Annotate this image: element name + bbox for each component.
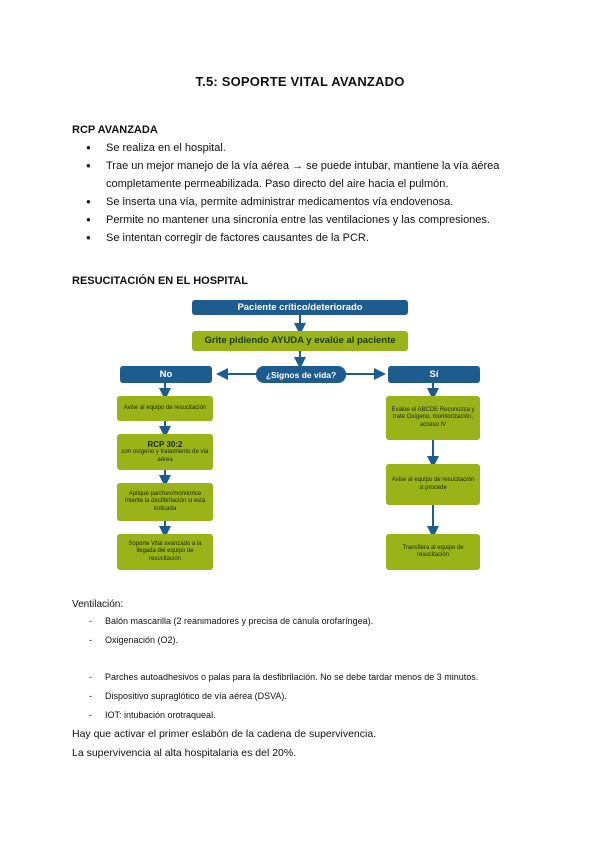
box-si-step-3 <box>386 534 480 570</box>
list-item: - IOT: intubación orotraqueal. <box>72 708 478 727</box>
ventilation-list <box>72 614 373 652</box>
step-text: Avise al equipo de resucitación si procede <box>391 477 475 491</box>
step-text: Evalúe el ABCDE Reconozca y trate Oxígeno, monitorización, acceso IV <box>391 406 475 428</box>
list-item: - Balón mascarilla (2 reanimadores y precisa de cánula orofaríngea). <box>72 614 373 633</box>
list-item: ● Se intentan corregir de factores causantes de la PCR. <box>72 229 542 247</box>
box-critical-patient: Paciente crítico/deteriorado <box>192 300 408 315</box>
box-si-step-1 <box>386 396 480 440</box>
step-text: Aplique parches/monitorice Intente la desfibrilación si está indicada <box>124 490 206 512</box>
list-item: ● Permite no mantener una sincronía entre las ventilaciones y las compresiones. <box>72 211 542 229</box>
list-item: - Dispositivo supraglótico de vía aérea (DSVA). <box>72 689 478 708</box>
box-signs-of-life: ¿Signos de vida? <box>256 366 346 383</box>
closing-paragraph-1: Hay que activar el primer eslabón de la cadena de supervivencia. <box>72 728 377 740</box>
box-no-step-2 <box>117 434 213 470</box>
step-text: Soporte Vital avanzado a la llegada del equipo de resucitación <box>128 540 202 562</box>
list-item: - Oxigenación (O2). <box>72 633 373 652</box>
box-si-step-2 <box>386 464 480 505</box>
box-no-step-1 <box>117 396 213 421</box>
ventilation-label: Ventilación: <box>72 599 124 610</box>
box-no-step-4 <box>117 534 213 570</box>
list-item: ● Trae un mejor manejo de la vía aérea → se puede intubar, mantiene la vía aérea completamente permeabilizada. Paso directo del aire hacia el pulmón. <box>72 157 542 193</box>
rcp-heading: RCP AVANZADA <box>72 124 158 136</box>
step-title: RCP 30:2 <box>147 440 183 449</box>
list-item: ● Se inserta una vía, permite administrar medicamentos vía endovenosa. <box>72 193 542 211</box>
box-no: No <box>120 366 212 383</box>
step-text: con oxígeno y tratamiento de vía aérea <box>121 449 209 463</box>
list-item: - Parches autoadhesivos o palas para la desfibrilación. No se debe tardar menos de 3 minutos. <box>72 670 478 689</box>
hospital-heading: RESUCITACIÓN EN EL HOSPITAL <box>72 275 249 287</box>
box-si: Sí <box>388 366 480 383</box>
box-no-step-3 <box>117 483 213 521</box>
step-text: Avise al equipo de resucitación <box>123 404 207 411</box>
equipment-list <box>72 670 478 727</box>
closing-paragraph-2: La supervivencia al alta hospitalaria es del 20%. <box>72 747 297 759</box>
list-item: ● Se realiza en el hospital. <box>72 139 542 157</box>
box-call-help: Grite pidiendo AYUDA y evalúe al paciente <box>192 331 408 351</box>
step-text: Transfiera al equipo de resucitación <box>402 544 464 558</box>
page-title: T.5: SOPORTE VITAL AVANZADO <box>195 74 405 89</box>
